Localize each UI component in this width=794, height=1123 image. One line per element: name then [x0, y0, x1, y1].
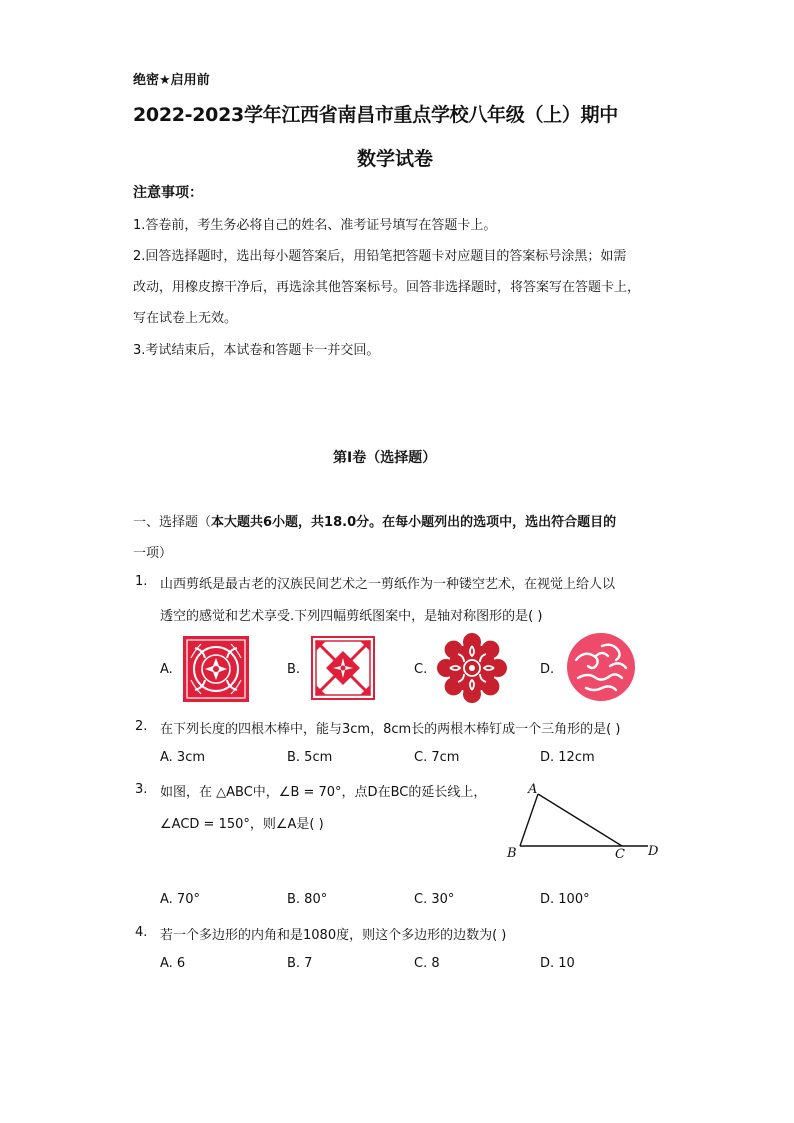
- q2-option-c: C. 7cm: [414, 750, 460, 765]
- exam-title-line2: 数学试卷: [357, 148, 434, 170]
- line-ac: [538, 794, 622, 846]
- q2-option-b: B. 5cm: [287, 750, 333, 765]
- note-item-3: 3.考试结束后，本试卷和答题卡一并交回。: [133, 343, 380, 358]
- q2-option-a: A. 3cm: [160, 750, 206, 765]
- note-item-1: 1.答卷前，考生务必将自己的姓名、准考证号填写在答题卡上。: [133, 218, 497, 233]
- note-item-2-line1: 2.回答选择题时，选出每小题答案后，用铅笔把答题卡对应题目的答案标号涂黑；如需: [133, 249, 627, 264]
- q1-option-d-papercut: [566, 632, 636, 702]
- q1-option-d-label: D.: [540, 662, 555, 677]
- section-instructions-line2: 一项）: [133, 546, 173, 561]
- section-instructions-line1: [133, 511, 616, 530]
- exam-title-line1: 2022-2023学年江西省南昌市重点学校八年级（上）期中: [133, 104, 618, 126]
- secret-label: 绝密★启用前: [133, 73, 210, 88]
- q1-option-b-label: B.: [287, 662, 301, 677]
- instr-bold: 本大题共6小题，共18.0分。在每小题列出的选项中，选出符合题目的: [211, 515, 617, 530]
- q4-option-a: A. 6: [160, 956, 186, 971]
- note-item-2-line2: 改动，用橡皮擦干净后，再选涂其他答案标号。回答非选择题时，将答案写在答题卡上，: [133, 280, 641, 295]
- q2-number: 2.: [135, 719, 148, 734]
- q3-option-b: B. 80°: [287, 892, 328, 907]
- q1-option-a-label: A.: [160, 662, 173, 677]
- q1-option-a-papercut: [183, 636, 249, 702]
- q4-option-b: B. 7: [287, 956, 313, 971]
- q3-text-line2: ∠ACD = 150°，则∠A是( ): [160, 817, 324, 832]
- notes-heading: 注意事项：: [133, 185, 203, 201]
- q4-text: 若一个多边形的内角和是1080度，则这个多边形的边数为( ): [160, 928, 507, 943]
- q1-number: 1.: [135, 574, 148, 589]
- q2-text: 在下列长度的四根木棒中，能与3cm，8cm长的两根木棒钉成一个三角形的是( ): [160, 722, 621, 737]
- section-title: 第Ⅰ卷（选择题）: [333, 450, 437, 466]
- q3-figure-label-a: A: [528, 782, 538, 797]
- q1-text-line2: 透空的感觉和艺术享受.下列四幅剪纸图案中，是轴对称图形的是( ): [160, 609, 543, 624]
- instr-prefix: 一、选择题（: [133, 515, 212, 530]
- q1-text-line1: 山西剪纸是最古老的汉族民间艺术之一剪纸作为一种镂空艺术，在视觉上给人以: [160, 577, 616, 592]
- q3-figure-label-c: C: [615, 847, 625, 862]
- q3-number: 3.: [135, 782, 148, 797]
- q4-number: 4.: [135, 925, 148, 940]
- q1-option-c-papercut: [436, 632, 508, 704]
- q3-text-line1: 如图，在 △ABC中，∠B = 70°，点D在BC的延长线上，: [160, 785, 487, 800]
- q3-option-c: C. 30°: [414, 892, 455, 907]
- q3-figure-label-b: B: [507, 846, 517, 861]
- q4-option-d: D. 10: [540, 956, 575, 971]
- q3-option-d: D. 100°: [540, 892, 590, 907]
- q3-triangle-figure: [500, 780, 670, 865]
- q3-figure-label-d: D: [648, 844, 659, 859]
- q3-option-a: A. 70°: [160, 892, 200, 907]
- line-ab: [520, 794, 538, 846]
- note-item-2-line3: 写在试卷上无效。: [133, 311, 238, 326]
- q1-option-c-label: C.: [414, 662, 428, 677]
- q1-option-b-papercut: [311, 636, 375, 700]
- q4-option-c: C. 8: [414, 956, 440, 971]
- q2-option-d: D. 12cm: [540, 750, 595, 765]
